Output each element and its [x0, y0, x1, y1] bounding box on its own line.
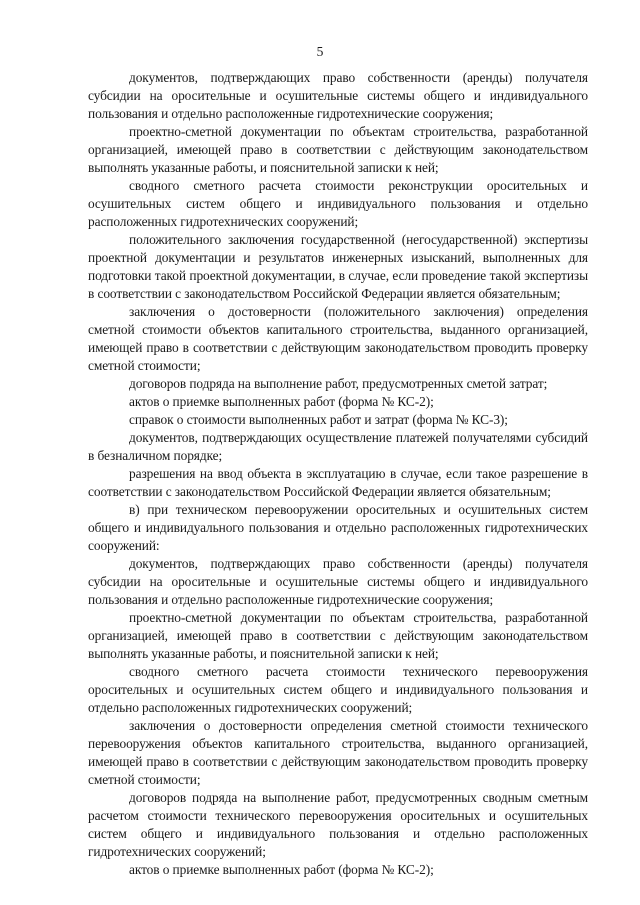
paragraph: в) при техническом перевооружении оросительных и осушительных систем общего и индивидуального пользования и отдельно расположенных гидротехнических сооружений:	[88, 502, 588, 553]
paragraph: проектно-сметной документации по объектам строительства, разработанной организацией, имеющей право в соответствии с действующим законодательством выполнять указанные работы, и пояснительной записки к ней;	[88, 124, 588, 175]
document-body	[88, 69, 588, 879]
paragraph: актов о приемке выполненных работ (форма № КС-2);	[129, 394, 434, 409]
paragraph: документов, подтверждающих осуществление платежей получателями субсидий в безналичном порядке;	[88, 430, 588, 463]
paragraph: заключения о достоверности определения сметной стоимости технического перевооружения объектов капитального строительства, выданного организацией, имеющей право в соответствии с действующим законодательством проводить проверку сметной стоимости;	[88, 718, 588, 787]
page-number: 5	[316, 44, 324, 59]
paragraph: документов, подтверждающих право собственности (аренды) получателя субсидии на оросительные и осушительные системы общего и индивидуального пользования и отдельно расположенные гидротехнические сооружения;	[88, 556, 588, 607]
paragraph: проектно-сметной документации по объектам строительства, разработанной организацией, имеющей право в соответствии с действующим законодательством выполнять указанные работы, и пояснительной записки к ней;	[88, 610, 588, 661]
paragraph: положительного заключения государственной (негосударственной) экспертизы проектной документации и результатов инженерных изысканий, выполненных для подготовки такой проектной документации, в случае, если проведение такой экспертизы в соответствии с законодательством Российской Федерации является обязательным;	[88, 232, 588, 301]
paragraph: актов о приемке выполненных работ (форма № КС-2);	[129, 862, 434, 877]
paragraph: сводного сметного расчета стоимости технического перевооружения оросительных и осушительных систем общего и индивидуального пользования и отдельно расположенных гидротехнических сооружений;	[88, 664, 588, 715]
paragraph: заключения о достоверности (положительного заключения) определения сметной стоимости объектов капитального строительства, выданного организацией, имеющей право в соответствии с действующим законодательством проводить проверку сметной стоимости;	[88, 304, 588, 373]
paragraph: документов, подтверждающих право собственности (аренды) получателя субсидии на оросительные и осушительные системы общего и индивидуального пользования и отдельно расположенные гидротехнические сооружения;	[88, 70, 588, 121]
paragraph: справок о стоимости выполненных работ и затрат (форма № КС-3);	[129, 412, 508, 427]
paragraph: договоров подряда на выполнение работ, предусмотренных сметой затрат;	[129, 376, 548, 391]
paragraph: сводного сметного расчета стоимости реконструкции оросительных и осушительных систем общего и индивидуального пользования и отдельно расположенных гидротехнических сооружений;	[88, 178, 588, 229]
paragraph: договоров подряда на выполнение работ, предусмотренных сводным сметным расчетом стоимости технического перевооружения оросительных и осушительных систем общего и индивидуального пользования и отдельно расположенных гидротехнических сооружений;	[88, 790, 588, 859]
paragraph: разрешения на ввод объекта в эксплуатацию в случае, если такое разрешение в соответствии с законодательством Российской Федерации является обязательным;	[88, 466, 588, 499]
